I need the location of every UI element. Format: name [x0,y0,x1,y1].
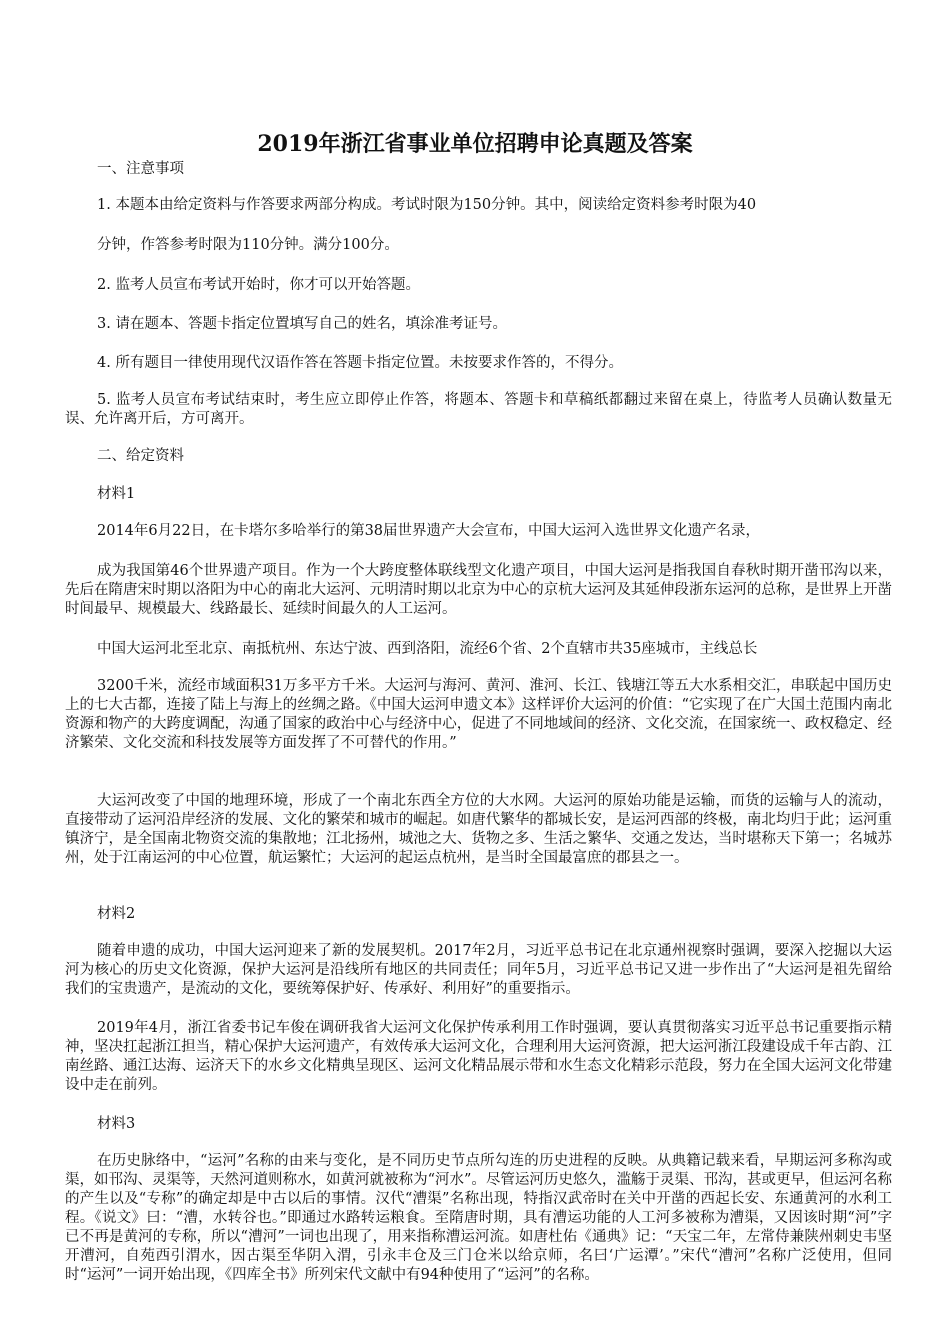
document-title: 2019年浙江省事业单位招聘申论真题及答案 [257,131,693,157]
paragraph: 2. 监考人员宣布考试开始时，你才可以开始答题。 [97,277,420,293]
paragraph: 2019年4月，浙江省委书记车俊在调研我省大运河文化保护传承利用工作时强调，要认真贯彻落实习近平总书记重要指示精神，坚决扛起浙江担当，精心保护大运河遗产，有效传承大运河文化，合理利用大运河资源，把大运河浙江段建设成千年古韵、江南丝路、通江达海、运济天下的水乡文化精典呈现区、运河文化精品展示带和水生态文化精彩示范段，努力在全国大运河文化带建设中走在前列。 [65,1020,892,1093]
paragraph: 1. 本题本由给定资料与作答要求两部分构成。考试时限为150分钟。其中，阅读给定资料参考时限为40 [97,197,757,213]
paragraph: 2014年6月22日，在卡塔尔多哈举行的第38届世界遗产大会宣布，中国大运河入选世界文化遗产名录， [97,523,761,539]
paragraph: 大运河改变了中国的地理环境，形成了一个南北东西全方位的大水网。大运河的原始功能是运输，而货的运输与人的流动，直接带动了运河沿岸经济的发展、文化的繁荣和城市的崛起。如唐代繁华的都城长安，是运河西部的终极，南北均归于此；运河重镇济宁，是全国南北物资交流的集散地；江北扬州，城池之大、货物之多、生活之繁华、交通之发达，当时堪称天下第一；名城苏州，处于江南运河的中心位置，航运繁忙；大运河的起运点杭州，是当时全国最富庶的郡县之一。 [65,793,892,866]
paragraph: 3. 请在题本、答题卡指定位置填写自己的姓名，填涂准考证号。 [97,316,507,332]
section-heading-materials: 二、给定资料 [97,448,184,464]
material-heading: 材料3 [97,1116,136,1132]
section-heading-notes: 一、注意事项 [97,161,184,177]
paragraph: 随着申遗的成功，中国大运河迎来了新的发展契机。2017年2月，习近平总书记在北京通州视察时强调，要深入挖掘以大运河为核心的历史文化资源，保护大运河是沿线所有地区的共同责任；同年5月，习近平总书记又进一步作出了“大运河是祖先留给我们的宝贵遗产，是流动的文化，要统筹保护好、传承好、利用好”的重要指示。 [65,943,892,997]
material-heading: 材料1 [97,486,136,502]
paragraph: 中国大运河北至北京、南抵杭州、东达宁波、西到洛阳，流经6个省、2个直辖市共35座城市，主线总长 [97,641,758,657]
paragraph: 在历史脉络中，“运河”名称的由来与变化，是不同历史节点所勾连的历史进程的反映。从典籍记载来看，早期运河多称沟或渠，如邗沟、灵渠等，天然河道则称水，如黄河就被称为“河水”。尽管运河历史悠久，滥觞于灵渠、邗沟，甚或更早，但运河名称的产生以及“专称”的确定却是中古以后的事情。汉代“漕渠”名称出现，特指汉武帝时在关中开凿的西起长安、东通黄河的水利工程。《说文》曰：“漕，水转谷也。”即通过水路转运粮食。至隋唐时期，具有漕运功能的人工河多被称为漕渠，又因该时期“河”字已不再是黄河的专称，所以“漕河”一词也出现了，用来指称漕运河流。如唐杜佑《通典》记：“天宝二年，左常侍兼陕州刺史韦坚开漕河，自苑西引渭水，因古渠至华阴入渭，引永丰仓及三门仓米以给京师，名曰‘广运潭’。”宋代“漕河”名称广泛使用，但同时“运河”一词开始出现，《四库全书》所列宋代文献中有94种使用了“运河”的名称。 [65,1153,892,1283]
paragraph: 3200千米，流经市域面积31万多平方千米。大运河与海河、黄河、淮河、长江、钱塘江等五大水系相交汇，串联起中国历史上的七大古都，连接了陆上与海上的丝绸之路。《中国大运河申遗文本》这样评价大运河的价值：“它实现了在广大国土范围内南北资源和物产的大跨度调配，沟通了国家的政治中心与经济中心，促进了不同地域间的经济、文化交流，在国家统一、政权稳定、经济繁荣、文化交流和科技发展等方面发挥了不可替代的作用。” [65,678,892,751]
paragraph: 5. 监考人员宣布考试结束时，考生应立即停止作答，将题本、答题卡和草稿纸都翻过来留在桌上，待监考人员确认数量无误、允许离开后，方可离开。 [65,392,892,427]
paragraph: 4. 所有题目一律使用现代汉语作答在答题卡指定位置。未按要求作答的，不得分。 [97,355,623,371]
paragraph: 成为我国第46个世界遗产项目。作为一个大跨度整体联线型文化遗产项目，中国大运河是指我国自春秋时期开凿邗沟以来，先后在隋唐宋时期以洛阳为中心的南北大运河、元明清时期以北京为中心的京杭大运河及其延伸段浙东运河的总称，是世界上开凿时间最早、规模最大、线路最长、延续时间最久的人工运河。 [65,563,892,617]
material-heading: 材料2 [97,906,136,922]
paragraph: 分钟，作答参考时限为110分钟。满分100分。 [97,237,399,253]
